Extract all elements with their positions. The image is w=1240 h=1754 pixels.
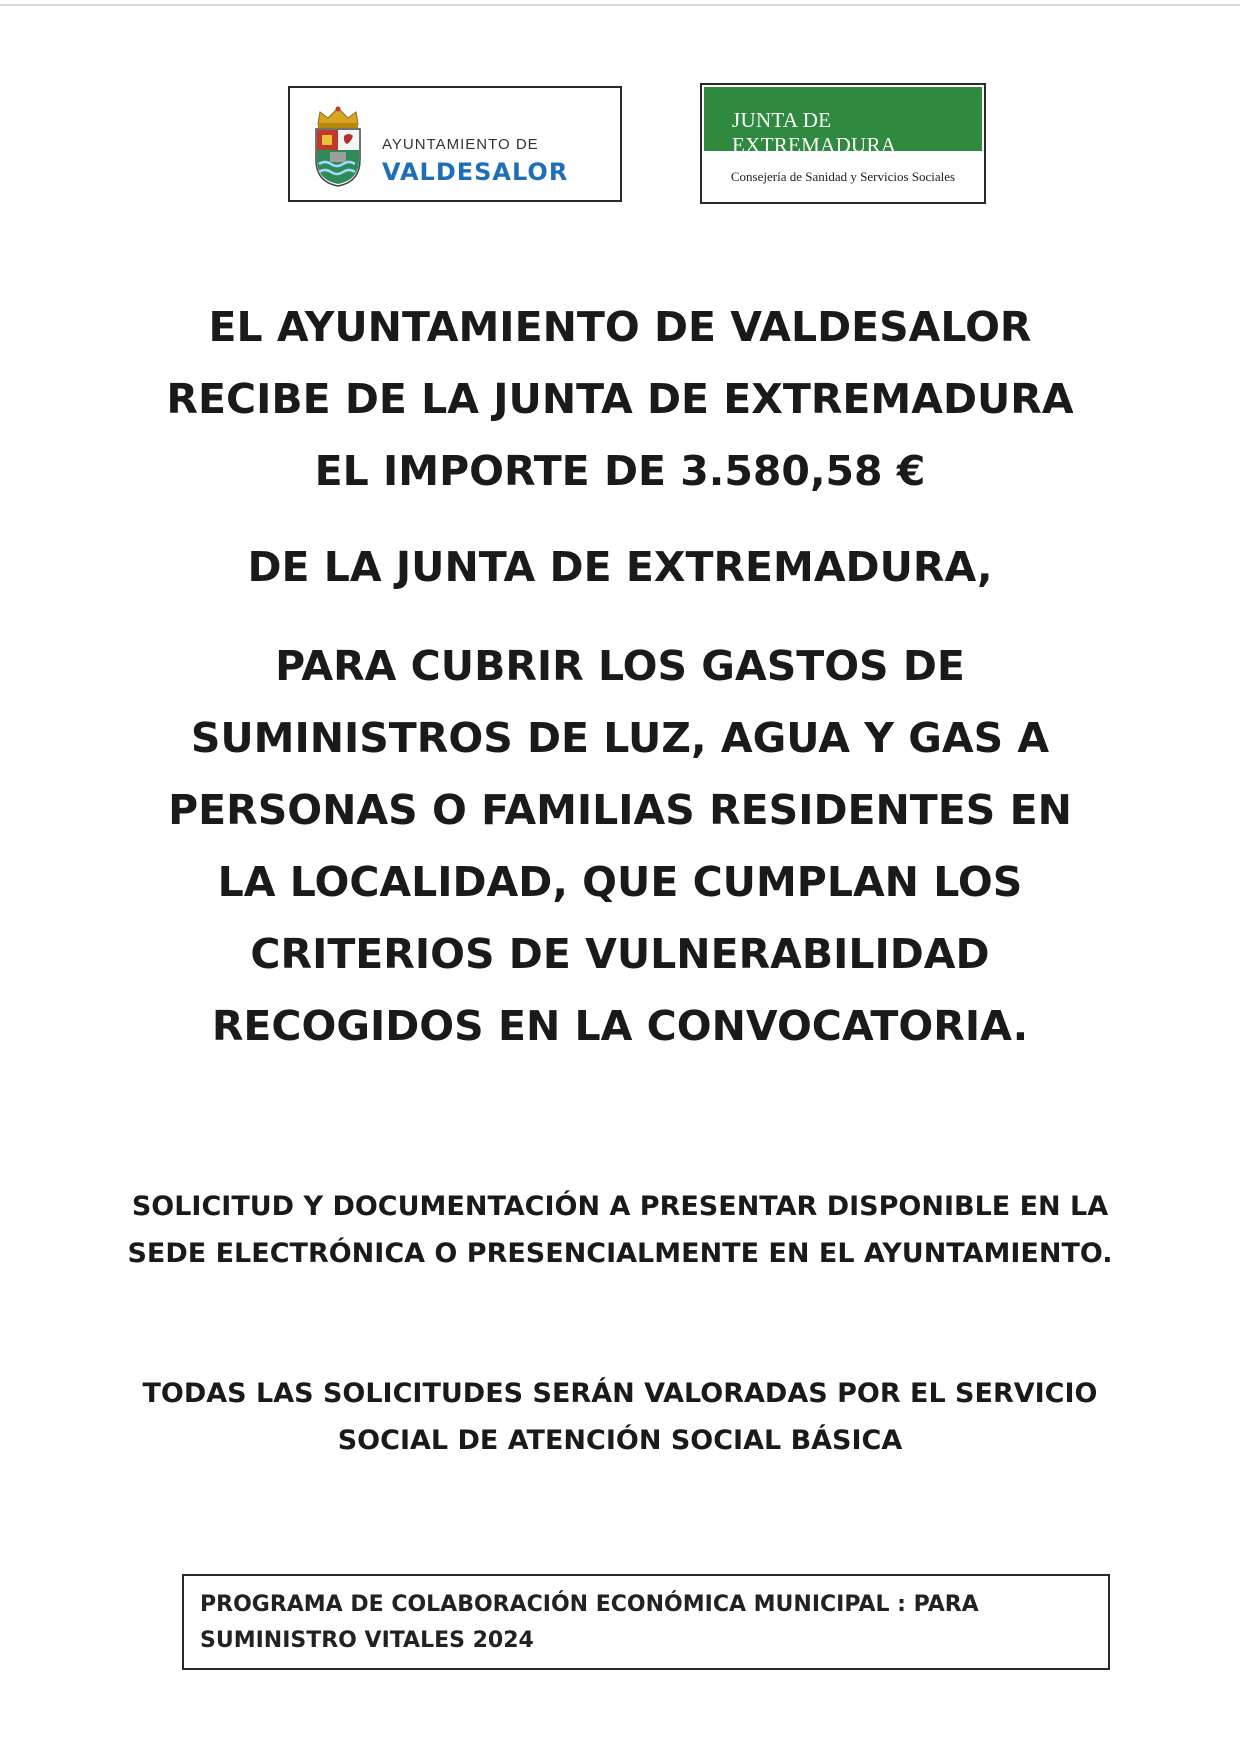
headline-block-1: [60, 291, 1180, 507]
headline-line: EL AYUNTAMIENTO DE VALDESALOR: [208, 303, 1032, 351]
notice-line: SOCIAL DE ATENCIÓN SOCIAL BÁSICA: [337, 1425, 903, 1456]
application-notice: [60, 1183, 1180, 1277]
headline-line: RECOGIDOS EN LA CONVOCATORIA.: [211, 1002, 1029, 1050]
headline-block-3: [60, 630, 1180, 1062]
headline-line: SUMINISTROS DE LUZ, AGUA Y GAS A: [190, 714, 1050, 762]
junta-green-band: [704, 87, 982, 157]
headline-line: LA LOCALIDAD, QUE CUMPLAN LOS: [217, 858, 1023, 906]
coat-of-arms-icon: [310, 106, 366, 188]
junta-title: JUNTA DE EXTREMADURA: [732, 108, 897, 157]
evaluation-notice: [60, 1370, 1180, 1464]
top-rule: [0, 4, 1240, 6]
notice-line: TODAS LAS SOLICITUDES SERÁN VALORADAS POR EL SERVICIO: [142, 1378, 1098, 1409]
program-line: PROGRAMA DE COLABORACIÓN ECONÓMICA MUNICIPAL : PARA: [200, 1592, 979, 1617]
headline-line: RECIBE DE LA JUNTA DE EXTREMADURA: [166, 375, 1074, 423]
junta-extremadura-logo: [700, 83, 986, 204]
headline-line: PERSONAS O FAMILIAS RESIDENTES EN: [168, 786, 1072, 834]
headline-line: PARA CUBRIR LOS GASTOS DE: [275, 642, 965, 690]
ayuntamiento-label: AYUNTAMIENTO DE: [382, 136, 539, 153]
headline-amount-line: EL IMPORTE DE 3.580,58 €: [314, 447, 926, 495]
program-box: [182, 1574, 1110, 1670]
program-text: [200, 1587, 1080, 1659]
ayuntamiento-logo: [288, 86, 622, 202]
program-line: SUMINISTRO VITALES 2024: [200, 1628, 534, 1653]
junta-department: Consejería de Sanidad y Servicios Sociales: [730, 169, 956, 184]
headline-line: DE LA JUNTA DE EXTREMADURA,: [247, 543, 993, 591]
notice-line: SEDE ELECTRÓNICA O PRESENCIALMENTE EN EL AYUNTAMIENTO.: [127, 1238, 1113, 1269]
notice-line: SOLICITUD Y DOCUMENTACIÓN A PRESENTAR DISPONIBLE EN LA: [131, 1191, 1109, 1222]
headline-block-2: [60, 531, 1180, 603]
municipality-name: VALDESALOR: [382, 158, 569, 186]
headline-line: CRITERIOS DE VULNERABILIDAD: [250, 930, 990, 978]
